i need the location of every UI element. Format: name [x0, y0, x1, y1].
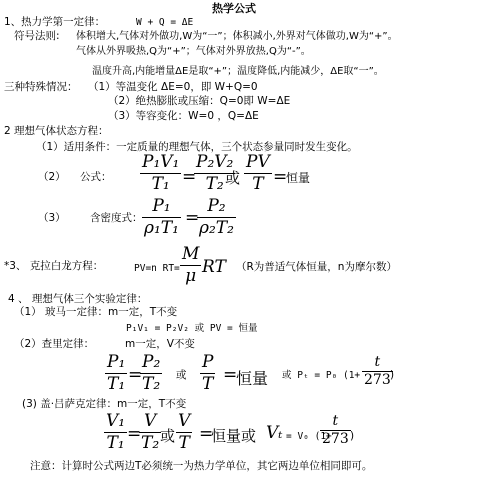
charles-alt-formula: 或 Pₜ = P₀ (1+ [282, 370, 361, 381]
footer-note: 注意：计算时公式两边T必须统一为热力学单位，其它两边单位相同即可。 [30, 460, 373, 472]
v: V [143, 411, 157, 431]
value-273: 273 [322, 431, 349, 447]
p: P [202, 352, 214, 372]
s1-formula: W + Q = ΔE [136, 17, 194, 28]
close-paren: ) [390, 369, 395, 381]
frac-cp1-ct1 [105, 353, 127, 394]
vt: Vₜ [266, 423, 283, 443]
v: V [178, 411, 191, 431]
s2-condition: （1）适用条件：一定质量的理想气体，三个状态参量同时发生变化。 [36, 141, 358, 153]
t2: T₂ [205, 174, 224, 194]
t2: T₂ [142, 374, 161, 394]
case-isochoric: （3）等容变化：W=0 ，Q=ΔE [108, 110, 259, 122]
charles-condition: m一定，V不变 [125, 338, 195, 350]
frac-m-mu [180, 245, 201, 286]
s3-note: （R为普适气体恒量，n为摩尔数） [236, 261, 397, 273]
t1: T₁ [106, 433, 125, 453]
s2-heading: 2 理想气体状态方程： [4, 125, 109, 137]
special-cases-label: 三种特殊情况： [4, 81, 78, 93]
frac-cp-ct [200, 353, 215, 394]
frac-p2-rho2t2 [197, 197, 236, 238]
t1: T₁ [151, 174, 170, 194]
frac-pv-t [244, 153, 272, 194]
frac-t-273 [362, 355, 393, 388]
rho1t1: ρ₁T₁ [144, 218, 179, 238]
p2v2: P₂V₂ [196, 152, 234, 172]
equals-sign: = [127, 424, 142, 444]
page-title: 热学公式 [212, 2, 256, 15]
frac-gv1-gt1 [104, 412, 127, 453]
rho2t2: ρ₂T₂ [199, 218, 234, 238]
frac-gv-gt [176, 412, 192, 453]
frac-gv-gt2 [139, 412, 161, 453]
p2: P₂ [142, 352, 161, 372]
boyle-label: （1） 玻马一定律：m一定，T不变 [14, 306, 178, 318]
constant-text: 恒量 [236, 369, 269, 388]
p2: P₂ [207, 196, 226, 216]
equals-sign: = [185, 208, 200, 228]
sign-rule-line2: 气体从外界吸热,Q为“+”；气体对外界放热,Q为“-”。 [76, 46, 311, 57]
pv: PV [246, 152, 270, 172]
frac-cp2-ct2 [140, 353, 162, 394]
p1: P₁ [107, 352, 126, 372]
or-text: 或 [160, 427, 176, 445]
t1: T₁ [107, 374, 126, 394]
m: M [182, 244, 200, 264]
case-adiabatic: （2）绝热膨胀或压缩：Q=0即 W=ΔE [108, 95, 291, 107]
or-text: 或 [176, 369, 187, 381]
boyle-formula: P₁V₁ = P₂V₂ 或 PV = 恒量 [126, 323, 258, 334]
s1-heading: 1、热力学第一定律： [4, 16, 106, 28]
t2: T₂ [141, 433, 160, 453]
t: T [202, 374, 214, 394]
v1: V₁ [106, 411, 126, 431]
equals-sign: = [128, 365, 143, 385]
t: t [332, 413, 339, 429]
s2-formula-num: （2） [38, 171, 66, 183]
equals-sign: = [182, 167, 197, 187]
constant-or-text: 恒量或 [211, 427, 257, 445]
equals-sign: = [223, 365, 238, 385]
case-isothermal: （1）等温变化 ΔE=0，即 W+Q=0 [88, 81, 258, 93]
s2-density-label: 含密度式： [90, 212, 143, 224]
frac-t-273 [320, 414, 351, 447]
t: t [374, 354, 381, 370]
s2-formula-label: 公式： [80, 171, 112, 183]
or-text: 或 [225, 169, 241, 187]
gay-lussac-tail: = V₀ (1+ [286, 431, 332, 442]
sign-rule-line3: 温度升高,内能增量ΔE是取“+”；温度降低,内能减少，ΔE取“一”。 [92, 66, 384, 77]
frac-p1v1-t1 [140, 153, 181, 194]
p1v1: P₁V₁ [142, 152, 180, 172]
p1: P₁ [152, 196, 171, 216]
t: T [252, 174, 264, 194]
frac-p1-rho1t1 [142, 197, 181, 238]
close-paren: ) [350, 430, 355, 442]
sign-rule-line1: 体积增大,气体对外做功,W为“一”；体积减小,外界对气体做功,W为“+”。 [76, 31, 398, 42]
rt: RT [202, 257, 226, 277]
sign-rule-label: 符号法则: [14, 30, 60, 42]
s3-lhs: PV=n RT= [134, 263, 180, 274]
s3-heading: *3、 克拉白龙方程： [4, 260, 104, 272]
equals-sign: = [273, 167, 288, 187]
gay-lussac-label: (3) 盖·吕萨克定律：m一定，T不变 [22, 398, 187, 410]
charles-label: （2）查里定律： [14, 338, 95, 350]
equals-sign: = [199, 424, 214, 444]
constant-text: 恒量 [286, 171, 311, 185]
value-273: 273 [364, 372, 391, 388]
s2-density-num: （3） [38, 212, 66, 224]
t: T [178, 433, 190, 453]
mu: μ [185, 266, 197, 286]
s4-heading: 4 、 理想气体三个实验定律： [8, 293, 148, 305]
